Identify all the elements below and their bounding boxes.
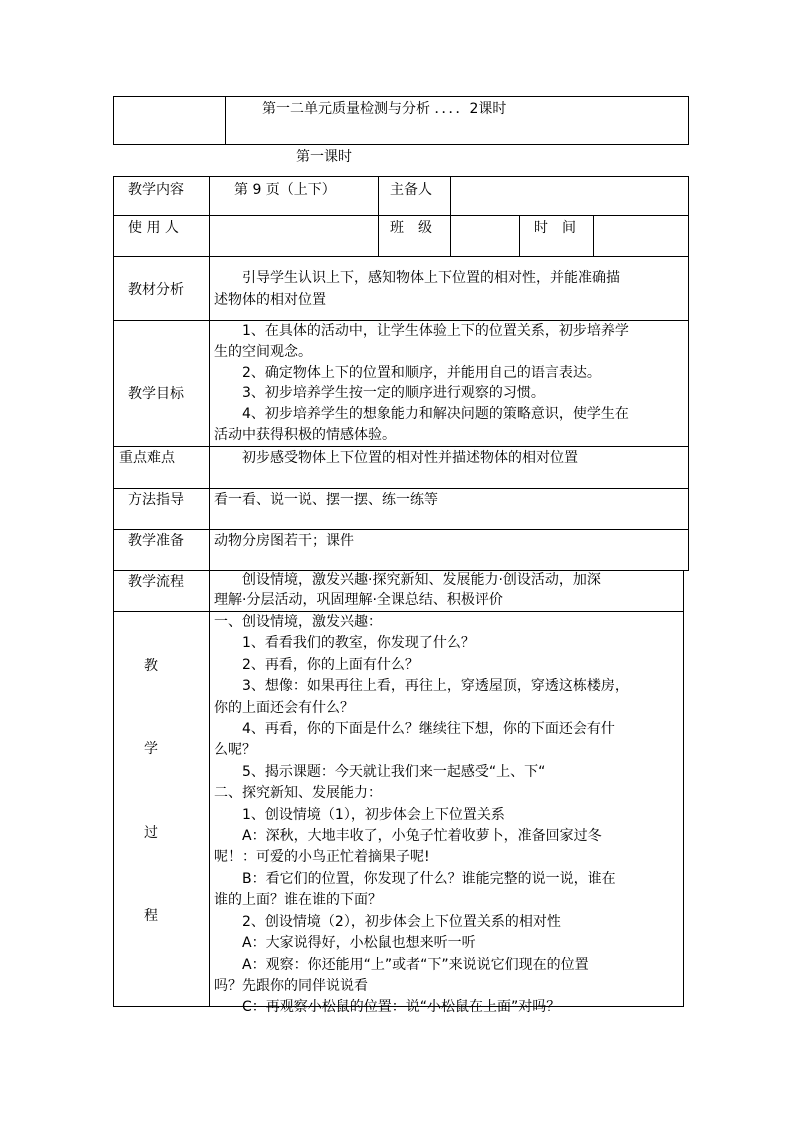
process-label-char: 过 <box>144 825 158 841</box>
process-line: 5、揭示课题：今天就让我们来一起感受“上、下“ <box>214 763 546 780</box>
process-line: 2、再看，你的上面有什么？ <box>214 656 419 673</box>
process-line: 么呢？ <box>214 742 256 759</box>
process-line: 4、再看，你的下面是什么？继续往下想，你的下面还会有什 <box>214 721 615 738</box>
process-line: 谁的上面？谁在谁的下面？ <box>214 892 382 909</box>
process-line: C：再观察小松鼠的位置：说“小松鼠在上面”对吗？ <box>214 999 561 1016</box>
goals-line: 活动中获得积极的情感体验。 <box>214 426 396 443</box>
cell-preparer-value <box>450 176 689 216</box>
cell-time-value <box>593 215 689 257</box>
goals-text <box>214 321 688 446</box>
goals-line: 3、初步培养学生按一定的顺序进行观察的习惯。 <box>214 385 545 402</box>
goals-label: 教学目标 <box>128 386 184 402</box>
process-line: 1、看看我们的教室，你发现了什么？ <box>214 635 475 652</box>
goals-line: 2、确定物体上下的位置和顺序，并能用自己的语言表达。 <box>214 364 601 381</box>
flow-line: 创设情境，激发兴趣·探究新知、发展能力·创设活动，加深 <box>214 572 601 588</box>
goals-line: 4、初步培养学生的想象能力和解决问题的策略意识，使学生在 <box>214 406 629 423</box>
process-line: 一、创设情境，激发兴趣： <box>214 614 382 630</box>
method-label: 方法指导 <box>128 492 184 508</box>
flow-text <box>214 570 682 610</box>
process-line: A：深秋，大地丰收了，小兔子忙着收萝卜，准备回家过冬 <box>214 828 602 845</box>
goals-line: 1、在具体的活动中，让学生体验上下的位置关系，初步培养学 <box>214 323 629 339</box>
process-line: A：观察：你还能用“上”或者“下”来说说它们现在的位置 <box>214 956 589 973</box>
prep-value: 动物分房图若干；课件 <box>214 533 354 549</box>
process-line: A：大家说得好，小松鼠也想来听一听 <box>214 935 476 952</box>
process-line: 3、想像：如果再往上看，再往上，穿透屋顶，穿透这栋楼房， <box>214 678 629 695</box>
process-line: 2、创设情境（2），初步体会上下位置关系的相对性 <box>214 913 561 930</box>
process-line: 二、探究新知、发展能力： <box>214 785 382 802</box>
flow-line: 理解·分层活动，巩固理解·全课总结、积极评价 <box>214 592 503 608</box>
process-label-char: 学 <box>144 741 158 757</box>
process-line: B：看它们的位置，你发现了什么？谁能完整的说一说，谁在 <box>214 870 616 887</box>
class-label: 班 级 <box>390 220 432 236</box>
analysis-line: 引导学生认识上下，感知物体上下位置的相对性，并能准确描 <box>214 270 620 286</box>
lesson-label: 第一课时 <box>296 149 352 165</box>
cell-class-value <box>450 215 520 257</box>
keypoint-label: 重点难点 <box>119 450 175 466</box>
time-label: 时 间 <box>534 220 576 236</box>
method-value: 看一看、说一说、摆一摆、练一练等 <box>214 492 438 508</box>
header-title: 第一二单元质量检测与分析 ．．．．2课时 <box>262 101 507 117</box>
process-line: 你的上面还会有什么？ <box>214 699 354 716</box>
goals-line: 生的空间观念。 <box>214 343 312 360</box>
process-text <box>214 612 682 1019</box>
cell-goals-label <box>113 320 210 447</box>
analysis-label: 教材分析 <box>128 282 184 298</box>
process-line: 1、创设情境（1），初步体会上下位置关系 <box>214 806 505 823</box>
flow-label: 教学流程 <box>128 574 184 590</box>
cell-user-value <box>209 215 379 257</box>
user-label: 使 用 人 <box>128 220 179 236</box>
analysis-text <box>214 267 688 311</box>
process-line: 吗？先跟你的同伴说说看 <box>214 977 368 994</box>
process-label-char: 教 <box>144 658 158 674</box>
keypoint-value: 初步感受物体上下位置的相对性并描述物体的相对位置 <box>214 450 578 466</box>
content-label: 教学内容 <box>128 182 184 198</box>
prep-label: 教学准备 <box>128 533 184 549</box>
process-label-char: 程 <box>144 908 158 924</box>
content-value: 第 9 页（上下） <box>234 182 336 198</box>
analysis-line: 述物体的相对位置 <box>214 292 326 308</box>
cell-process-label <box>113 611 210 1007</box>
preparer-label: 主备人 <box>390 182 432 198</box>
process-line: 呢！：可爱的小鸟正忙着摘果子呢! <box>214 849 430 866</box>
